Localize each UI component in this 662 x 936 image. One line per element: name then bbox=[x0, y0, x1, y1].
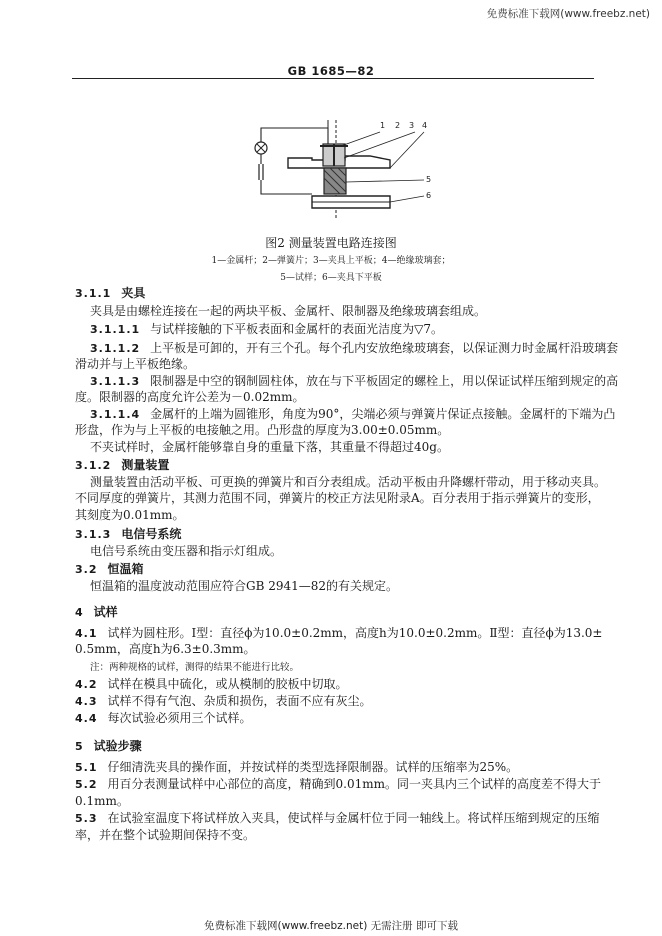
section-title: 试样 bbox=[93, 605, 118, 619]
clause-5-2-continuation: 0.1mm。 bbox=[75, 794, 129, 808]
section-3-2-heading bbox=[75, 562, 144, 577]
clause-text: 仔细清洗夹具的操作面，并按试样的类型选择限制器。试样的压缩率为25%。 bbox=[107, 760, 519, 774]
clause-text: 试样不得有气泡、杂质和损伤，表面不应有灰尘。 bbox=[107, 694, 372, 708]
clause-number: 4.4 bbox=[75, 712, 98, 725]
section-3-1-3-heading bbox=[75, 527, 181, 542]
clause-text: 在试验室温度下将试样放入夹具，使试样与金属杆位于同一轴线上。将试样压缩到规定的压缩 bbox=[107, 811, 600, 825]
header-rule bbox=[72, 78, 594, 79]
section-3-1-2-continuation-2: 其刻度为0.01mm。 bbox=[75, 508, 185, 522]
watermark-bottom: 免费标准下载网(www.freebz.net) 无需注册 即可下载 bbox=[204, 920, 458, 932]
section-number: 5 bbox=[75, 740, 84, 753]
clause-text: 限制器是中空的钢制圆柱体，放在与下平板固定的螺栓上，用以保证试样压缩到规定的高 bbox=[150, 374, 619, 388]
clause-number: 5.1 bbox=[75, 761, 98, 774]
section-number: 3.1.1 bbox=[75, 287, 112, 300]
clause-4-2 bbox=[75, 677, 348, 692]
clause-3-1-1-4-continuation: 形盘，作为与上平板的电接触之用。凸形盘的厚度为3.00±0.05mm。 bbox=[75, 423, 450, 437]
clause-4-1 bbox=[75, 626, 603, 641]
section-number: 3.1.3 bbox=[75, 528, 112, 541]
section-title: 试验步骤 bbox=[93, 739, 142, 753]
clause-number: 3.1.1.4 bbox=[90, 408, 141, 421]
clause-number: 3.1.1.2 bbox=[90, 342, 141, 355]
section-number: 4 bbox=[75, 606, 84, 619]
clause-3-1-1-2 bbox=[90, 341, 618, 356]
clause-text: 试样在模具中硫化，或从模制的胶板中切取。 bbox=[107, 677, 348, 691]
clause-3-1-1-4-extra: 不夹试样时，金属杆能够靠自身的重量下落，其重量不得超过40g。 bbox=[90, 440, 449, 454]
callout-6: 6 bbox=[426, 191, 432, 200]
section-3-1-2-heading bbox=[75, 458, 169, 473]
clause-number: 4.1 bbox=[75, 627, 98, 640]
transformer-icon bbox=[259, 164, 263, 180]
clause-3-1-1-2-continuation: 滑动并与上平板绝缘。 bbox=[75, 357, 196, 371]
figure-caption: 图2 测量装置电路连接图 bbox=[265, 236, 397, 250]
clause-number: 5.3 bbox=[75, 812, 98, 825]
figure-legend-line1: 1—金属杆；2—弹簧片；3—夹具上平板；4—绝缘玻璃套； bbox=[211, 256, 451, 266]
section-title: 恒温箱 bbox=[107, 562, 144, 576]
section-5-heading bbox=[75, 739, 142, 754]
clause-text: 上平板是可卸的，开有三个孔。每个孔内安放绝缘玻璃套，以保证测力时金属杆沿玻璃套 bbox=[150, 341, 619, 355]
clause-number: 5.2 bbox=[75, 778, 98, 791]
section-3-1-3-text: 电信号系统由变压器和指示灯组成。 bbox=[90, 544, 283, 558]
section-3-1-1-heading bbox=[75, 286, 145, 301]
clause-4-4 bbox=[75, 711, 252, 726]
section-3-2-text: 恒温箱的温度波动范围应符合GB 2941—82的有关规定。 bbox=[90, 579, 399, 593]
clause-4-1-note: 注：两种规格的试样，测得的结果不能进行比较。 bbox=[90, 662, 300, 673]
clause-number: 4.2 bbox=[75, 678, 98, 691]
clause-text: 每次试验必须用三个试样。 bbox=[107, 711, 252, 725]
callout-3: 3 bbox=[409, 121, 415, 130]
section-title: 夹具 bbox=[121, 286, 146, 300]
clause-text: 用百分表测量试样中心部位的高度，精确到0.01mm。同一夹具内三个试样的高度差不得大于 bbox=[107, 777, 601, 791]
clause-5-2 bbox=[75, 777, 601, 792]
clause-text: 与试样接触的下平板表面和金属杆的表面光洁度为▽7。 bbox=[150, 322, 444, 336]
section-number: 3.1.2 bbox=[75, 459, 112, 472]
section-title: 电信号系统 bbox=[121, 527, 182, 541]
callout-1: 1 bbox=[380, 121, 386, 130]
callout-5: 5 bbox=[426, 175, 432, 184]
standard-number-header: GB 1685—82 bbox=[287, 64, 375, 78]
watermark-top: 免费标准下载网(www.freebz.net) bbox=[486, 8, 650, 20]
clause-5-3 bbox=[75, 811, 600, 826]
clause-5-3-continuation: 率，并在整个试验期间保持不变。 bbox=[75, 828, 256, 842]
clause-number: 4.3 bbox=[75, 695, 98, 708]
section-3-1-2-continuation: 不同厚度的弹簧片，其测力范围不同，弹簧片的校正方法见附录A。百分表用于指示弹簧片的变形， bbox=[75, 491, 600, 505]
clause-4-3 bbox=[75, 694, 372, 709]
clause-number: 3.1.1.3 bbox=[90, 375, 141, 388]
section-4-heading bbox=[75, 605, 118, 620]
clause-4-1-continuation: 0.5mm，高度h为6.3±0.3mm。 bbox=[75, 642, 256, 656]
section-title: 测量装置 bbox=[121, 458, 170, 472]
clause-3-1-1-3-continuation: 度。限制器的高度允许公差为－0.02mm。 bbox=[75, 390, 305, 404]
callout-4: 4 bbox=[422, 121, 428, 130]
clause-text: 金属杆的上端为圆锥形，角度为90°，尖端必须与弹簧片保证点接触。金属杆的下端为凸 bbox=[150, 407, 616, 421]
clause-3-1-1-1 bbox=[90, 322, 443, 337]
callout-2: 2 bbox=[395, 121, 401, 130]
section-3-1-2-text: 测量装置由活动平板、可更换的弹簧片和百分表组成。活动平板由升降螺杆带动，用于移动夹具。 bbox=[90, 475, 607, 489]
figure-legend-line2: 5—试样；6—夹具下平板 bbox=[280, 273, 382, 283]
clause-number: 3.1.1.1 bbox=[90, 323, 141, 336]
section-3-1-1-text: 夹具是由螺栓连接在一起的两块平板、金属杆、限制器及绝缘玻璃套组成。 bbox=[90, 304, 487, 318]
circuit-diagram-figure bbox=[240, 118, 440, 226]
clause-3-1-1-4 bbox=[90, 407, 615, 422]
clause-text: 试样为圆柱形。Ⅰ型：直径ϕ为10.0±0.2mm，高度h为10.0±0.2mm。Ⅱ型：直径ϕ为13.0± bbox=[107, 626, 603, 640]
lamp-icon bbox=[255, 142, 267, 154]
clause-3-1-1-3 bbox=[90, 374, 618, 389]
clause-5-1 bbox=[75, 760, 518, 775]
section-number: 3.2 bbox=[75, 563, 98, 576]
